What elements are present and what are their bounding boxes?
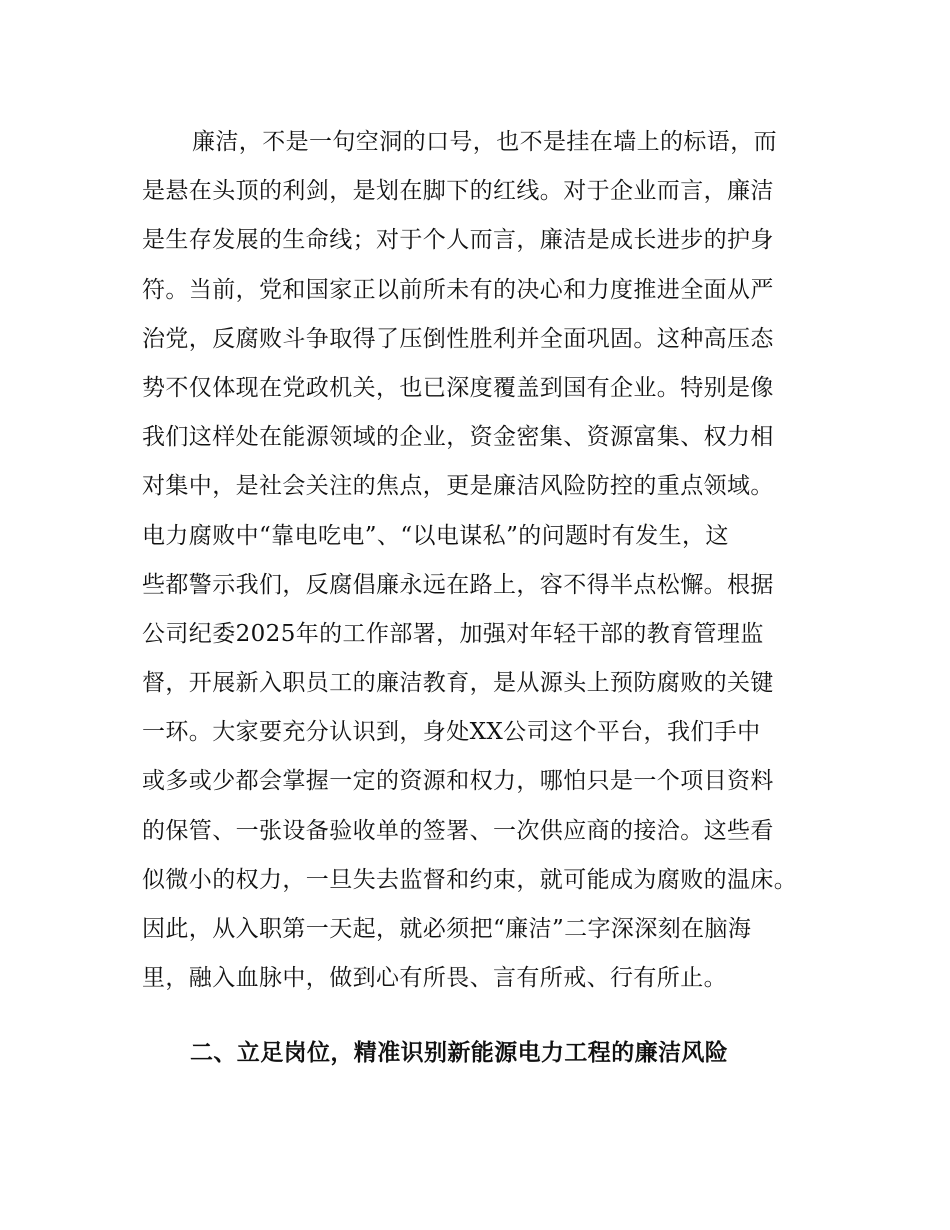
- paragraph-line: 是悬在头顶的利剑，是划在脚下的红线。对于企业而言，廉洁: [142, 178, 774, 205]
- paragraph-line: 廉洁，不是一句空洞的口号，也不是挂在墙上的标语，而: [192, 129, 777, 155]
- paragraph-line: 势不仅体现在党政机关，也已深度覆盖到国有企业。特别是像: [142, 374, 774, 401]
- paragraph-line: 电力腐败中“靠电吃电”、“以电谋私”的问题时有发生，这: [142, 522, 729, 549]
- paragraph-line: 符。当前，党和国家正以前所未有的决心和力度推进全面从严: [142, 276, 774, 303]
- paragraph-line: 公司纪委2025年的工作部署，加强对年轻干部的教育管理监: [142, 620, 764, 647]
- paragraph-line: 是生存发展的生命线；对于个人而言，廉洁是成长进步的护身: [142, 227, 774, 254]
- paragraph-line: 些都警示我们，反腐倡廉永远在路上，容不得半点松懈。根据: [142, 571, 774, 598]
- paragraph-line: 对集中，是社会关注的焦点，更是廉洁风险防控的重点领域。: [142, 473, 774, 500]
- paragraph-line: 因此，从入职第一天起，就必须把“廉洁”二字深深刻在脑海: [142, 916, 752, 942]
- section-heading: 二、立足岗位，精准识别新能源电力工程的廉洁风险: [190, 1040, 729, 1066]
- paragraph-line: 我们这样处在能源领域的企业，资金密集、资源富集、权力相: [142, 424, 774, 451]
- paragraph-line: 一环。大家要充分认识到，身处XX公司这个平台，我们手中: [142, 719, 761, 746]
- paragraph-line: 的保管、一张设备验收单的签署、一次供应商的接洽。这些看: [142, 817, 774, 844]
- paragraph-line: 里，融入血脉中，做到心有所畏、言有所戒、行有所止。: [142, 965, 727, 992]
- paragraph-line: 或多或少都会掌握一定的资源和权力，哪怕只是一个项目资料: [142, 768, 774, 795]
- paragraph-line: 督，开展新入职员工的廉洁教育，是从源头上预防腐败的关键: [142, 670, 774, 697]
- body-paragraph: [142, 118, 822, 1003]
- paragraph-line: 治党，反腐败斗争取得了压倒性胜利并全面巩固。这种高压态: [142, 325, 774, 352]
- paragraph-line: 似微小的权力，一旦失去监督和约束，就可能成为腐败的温床。: [142, 866, 798, 893]
